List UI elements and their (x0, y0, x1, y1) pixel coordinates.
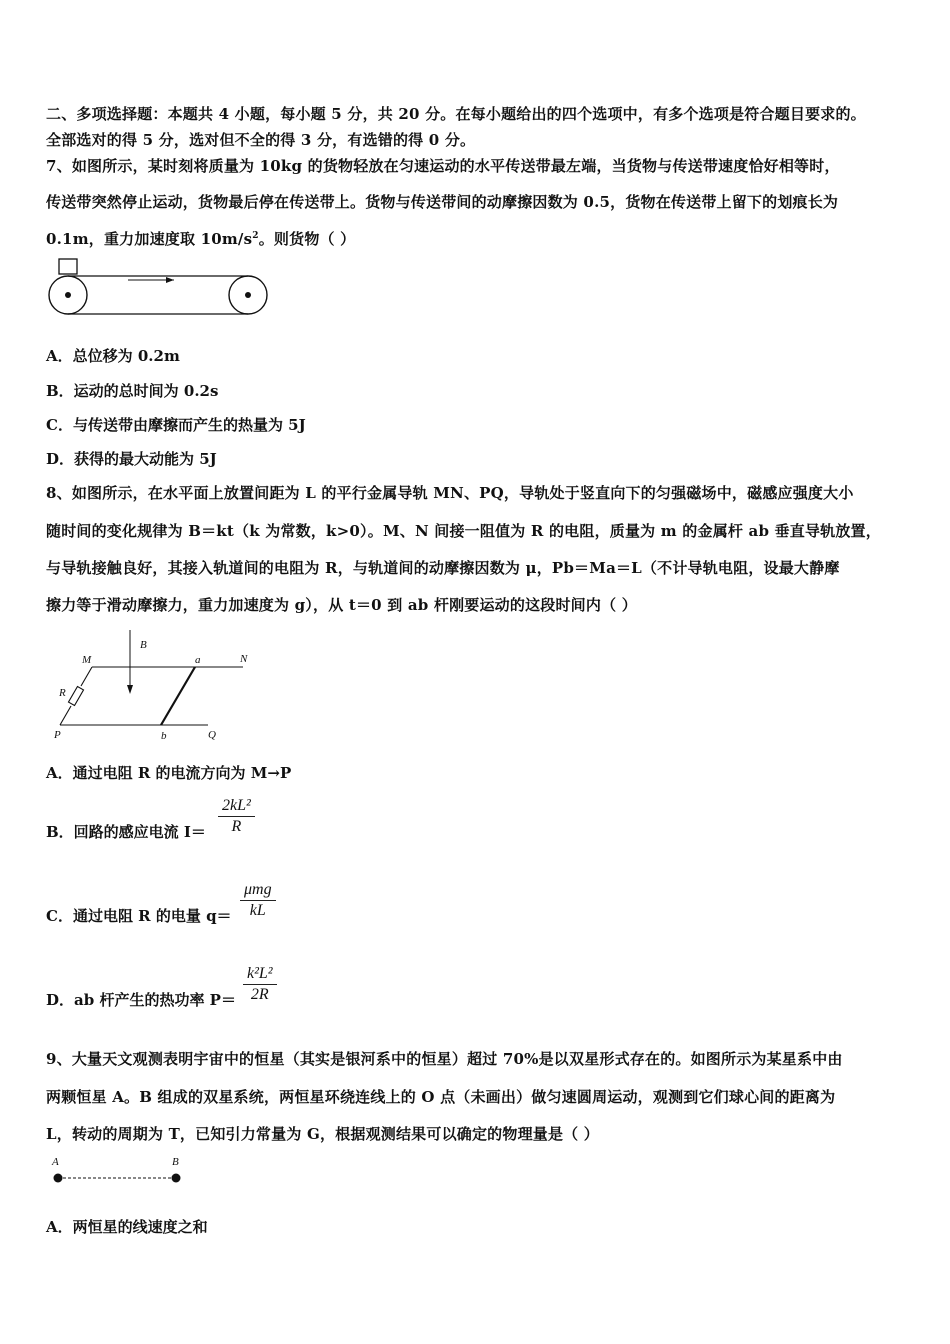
fraction-numerator: 2kL² (222, 797, 251, 814)
q8-option-b-fraction (218, 796, 255, 837)
q7-option-c[interactable]: C．与传送带由摩擦而产生的热量为 5J (46, 416, 306, 434)
cargo-box (59, 259, 77, 274)
q8-text-line-2: 随时间的变化规律为 B＝kt（k 为常数，k>0）。M、N 间接一阻值为 R 的电阻，质量为 m 的金属杆 ab 垂直导轨放置， (46, 522, 881, 540)
q8-option-d-fraction (243, 964, 277, 1005)
q7-line3-superscript: 2 (252, 231, 259, 241)
q7-option-b[interactable]: B．运动的总时间为 0.2s (46, 382, 219, 400)
q8-option-c-fraction (240, 880, 276, 921)
label-a: a (195, 654, 201, 666)
left-pulley-axle (65, 292, 71, 298)
label-M: M (82, 654, 92, 666)
q7-line3-part-a: 0.1m，重力加速度取 10m/s (46, 230, 253, 248)
magnetic-field-arrowhead (127, 685, 133, 694)
fraction-denominator: kL (249, 902, 266, 919)
q9-option-a[interactable]: A．两恒星的线速度之和 (46, 1218, 208, 1236)
q7-option-a[interactable]: A．总位移为 0.2m (46, 347, 180, 365)
wire-R-to-P (60, 706, 71, 725)
q9-text-line-2: 两颗恒星 A。B 组成的双星系统，两恒星环绕连线上的 O 点（未画出）做匀速圆周运动，观测到它们球心间的距离为 (46, 1088, 836, 1106)
belt-direction-arrowhead (166, 277, 174, 283)
label-Q: Q (208, 729, 216, 741)
binary-star-figure (48, 1152, 198, 1188)
right-pulley-axle (245, 292, 251, 298)
metal-rod-ab (161, 667, 195, 725)
q9-text-line-1: 9、大量天文观测表明宇宙中的恒星（其实是银河系中的恒星）超过 70%是以双星形式存在的。如图所示为某星系中由 (46, 1050, 843, 1068)
q8-option-b[interactable]: B．回路的感应电流 I＝ (46, 823, 206, 841)
q9-text-line-3: L，转动的周期为 T，已知引力常量为 G，根据观测结果可以确定的物理量是（ ） (46, 1125, 599, 1143)
q8-text-line-4: 擦力等于滑动摩擦力，重力加速度为 g），从 t＝0 到 ab 杆刚要运动的这段时间内（ ） (46, 596, 637, 614)
label-B: B (140, 639, 147, 651)
fraction-numerator: μmg (244, 881, 272, 898)
label-star-A: A (52, 1156, 59, 1168)
label-R: R (59, 687, 66, 699)
q7-line3-part-b: 。则货物（ ） (258, 230, 356, 248)
wire-M-to-R (81, 667, 92, 686)
section-instruction-line-1: 二、多项选择题：本题共 4 小题，每小题 5 分，共 20 分。在每小题给出的四个选项中，有多个选项是符合题目要求的。 (46, 105, 866, 123)
q7-text-line-2: 传送带突然停止运动，货物最后停在传送带上。货物与传送带间的动摩擦因数为 0.5，货物在传送带上留下的划痕长为 (46, 193, 839, 211)
q8-text-line-3: 与导轨接触良好，其接入轨道间的电阻为 R，与轨道间的动摩擦因数为 μ，Pb＝Ma＝L（不计导轨电阻，设最大静摩 (46, 559, 840, 577)
q8-text-line-1: 8、如图所示，在水平面上放置间距为 L 的平行金属导轨 MN、PQ，导轨处于竖直向下的匀强磁场中，磁感应强度大小 (46, 484, 854, 502)
fraction-denominator: 2R (250, 986, 269, 1003)
q7-option-d[interactable]: D．获得的最大动能为 5J (46, 450, 217, 468)
q7-text-line-1: 7、如图所示，某时刻将质量为 10kg 的货物轻放在匀速运动的水平传送带最左端，当货物与传送带速度恰好相等时， (46, 157, 840, 175)
fraction-numerator: k²L² (247, 965, 273, 982)
conveyor-belt-figure (46, 258, 276, 320)
section-instruction-line-2: 全部选对的得 5 分，选对但不全的得 3 分，有选错的得 0 分。 (46, 131, 476, 149)
resistor-R (68, 686, 83, 705)
label-star-B: B (172, 1156, 179, 1168)
label-N: N (240, 653, 248, 665)
label-b: b (161, 730, 167, 742)
star-B (172, 1174, 181, 1183)
fraction-denominator: R (231, 818, 242, 835)
q8-option-c[interactable]: C．通过电阻 R 的电量 q＝ (46, 907, 232, 925)
label-P: P (54, 729, 61, 741)
rail-circuit-figure (50, 628, 270, 743)
star-A (54, 1174, 63, 1183)
q8-option-d[interactable]: D．ab 杆产生的热功率 P＝ (46, 991, 236, 1009)
q8-option-a[interactable]: A．通过电阻 R 的电流方向为 M→P (46, 764, 292, 782)
q7-text-line-3 (46, 228, 355, 249)
